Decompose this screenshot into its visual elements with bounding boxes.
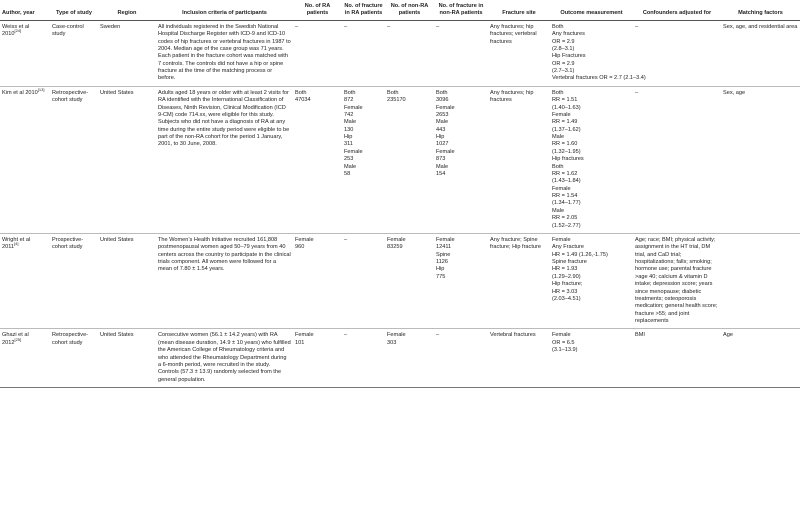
- outcome-line: Female: [552, 185, 571, 192]
- outcome-line: Male: [552, 207, 565, 214]
- non-ra-fracture-cell: [434, 329, 488, 388]
- outcome-line: OR = 2.9: [552, 60, 575, 67]
- author-cell: [0, 20, 50, 86]
- reference-citation[interactable]: [13]: [37, 86, 45, 92]
- ra-fracture-cell: [342, 233, 385, 329]
- study-type-cell: [50, 86, 98, 233]
- non-ra-fracture-value: 154: [436, 170, 446, 177]
- author-cell: [0, 86, 50, 233]
- matching-factors: Age: [723, 332, 733, 339]
- ra-fracture-value: Female: [344, 104, 363, 111]
- non-ra-patients-value: 303: [387, 339, 397, 346]
- outcome-line: (1.29–2.90): [552, 273, 581, 280]
- outcome-line: Hip fractures: [552, 156, 584, 163]
- fracture-site: Vertebral fractures: [490, 332, 536, 339]
- author-name: Kim et al 2010: [2, 89, 38, 96]
- outcome-line: Spine fracture: [552, 259, 587, 265]
- ra-patients-value: Female: [295, 236, 314, 243]
- inclusion-cell: [156, 329, 293, 388]
- ra-fracture-value: 58: [344, 170, 351, 177]
- non-ra-fracture-value: 775: [436, 273, 446, 280]
- matching-cell: [721, 86, 800, 233]
- non-ra-fracture-value: 873: [436, 156, 446, 163]
- fracture-site-cell: [488, 86, 550, 233]
- outcome-line: (1.43–1.84): [552, 178, 581, 185]
- outcome-cell: [550, 20, 646, 86]
- outcome-cell: [550, 233, 633, 329]
- non-ra-patients-cell: [385, 20, 434, 86]
- ra-fracture-value: 130: [344, 126, 354, 133]
- author-cell: [0, 329, 50, 388]
- outcome-cell: [550, 329, 633, 388]
- region-cell: [98, 233, 156, 329]
- fracture-site-cell: [488, 329, 550, 388]
- region-cell: [98, 329, 156, 388]
- outcome-line: RR = 1.54: [552, 193, 578, 199]
- outcome-line: Vertebral fractures OR = 2.7 (2.1–3.4): [552, 75, 646, 82]
- outcome-line: HR = 1.49 (1.26,-1.75): [552, 251, 608, 258]
- outcome-line: Male: [552, 134, 565, 140]
- col-header-type: Type of study: [50, 0, 98, 20]
- inclusion-criteria: The Women’s Health Initiative recruited 161,808 postmenopausal women aged 50–79 years from 40 centers across the country to participate in the clinical trials component. All women were followed for a mean of 7.80 ± 1.54 years.: [158, 236, 291, 273]
- ra-fracture-value: Female: [344, 148, 363, 155]
- ra-fracture-cell: [342, 329, 385, 388]
- outcome-line: RR = 1.49: [552, 119, 578, 126]
- outcome-line: (2.7–3.1): [552, 68, 575, 74]
- non-ra-fracture-value: Hip: [436, 266, 445, 273]
- non-ra-fracture-value: 3096: [436, 97, 449, 104]
- outcome-line: (1.52–2.77): [552, 222, 581, 229]
- study-type: Retrospective-cohort study: [52, 89, 89, 104]
- region: United States: [100, 332, 134, 339]
- non-ra-fracture-value: 1126: [436, 259, 449, 265]
- ra-fracture-value: 742: [344, 111, 354, 118]
- ra-fracture-value: –: [344, 23, 348, 30]
- author-name: Weiss et al 2010: [2, 23, 30, 38]
- non-ra-fracture-value: 443: [436, 126, 446, 133]
- non-ra-fracture-value: 2653: [436, 111, 449, 118]
- table-row: [0, 329, 800, 388]
- confounders-cell: [633, 329, 721, 388]
- outcome-line: RR = 1.51: [552, 97, 578, 104]
- col-header-ra-patients: No. of RA patients: [293, 0, 342, 20]
- outcome-cell: [550, 86, 633, 233]
- matching-cell: [721, 233, 800, 329]
- reference-citation[interactable]: [4]: [14, 241, 19, 247]
- outcome-line: Any Fracture: [552, 244, 585, 251]
- reference-citation[interactable]: [24]: [14, 28, 22, 34]
- matching-factors: Sex, age: [723, 89, 746, 96]
- fracture-site: Any fractures; hip fractures: [490, 89, 534, 104]
- outcome-line: HR = 1.93: [552, 266, 578, 273]
- ra-fracture-value: Male: [344, 163, 357, 170]
- col-header-non-ra-fracture: No. of fracture in non-RA patients: [434, 0, 488, 20]
- non-ra-patients-value: 83259: [387, 244, 403, 251]
- inclusion-cell: [156, 233, 293, 329]
- outcome-line: Hip Fractures: [552, 53, 586, 60]
- non-ra-fracture-value: Both: [436, 89, 448, 96]
- matching-cell: [721, 20, 800, 86]
- col-header-confounders: Confounders adjusted for: [633, 0, 721, 20]
- table-row: [0, 86, 800, 233]
- ra-patients-cell: [293, 86, 342, 233]
- reference-citation[interactable]: [25]: [14, 336, 22, 342]
- study-type: Case-control study: [52, 23, 84, 38]
- outcome-line: (3.1–13.9): [552, 347, 578, 354]
- ra-patients-value: 960: [295, 244, 305, 251]
- study-type-cell: [50, 233, 98, 329]
- region: United States: [100, 89, 134, 96]
- outcome-line: OR = 6.5: [552, 339, 575, 346]
- non-ra-patients-cell: [385, 329, 434, 388]
- ra-fracture-cell: [342, 20, 385, 86]
- confounders: –: [635, 23, 639, 30]
- outcome-line: Both: [552, 163, 564, 170]
- non-ra-fracture-cell: [434, 20, 488, 86]
- fracture-site-cell: [488, 233, 550, 329]
- non-ra-patients-value: Female: [387, 332, 406, 339]
- ra-fracture-value: –: [344, 332, 348, 339]
- confounders: Age; race; BMI; physical activity; assignment in the HT trial, DM trial, and CaD trial; hospitalizations; falls; smoking; hormone use; parental fracture >age 40; calcium & vitamin D intake; depression score; years since menopause; diabetic treatments; osteoporosis medication; general health score; fracture >55; and joint replacements: [635, 236, 718, 324]
- outcome-line: (1.34–1.77): [552, 200, 581, 207]
- outcome-line: Female: [552, 111, 571, 118]
- non-ra-fracture-cell: [434, 86, 488, 233]
- outcome-line: (1.40–1.63): [552, 104, 581, 111]
- inclusion-criteria: Consecutive women (56.1 ± 14.2 years) with RA (mean disease duration, 14.9 ± 10 years) who fulfilled the American College of Rheumatology criteria and who attended the Rheumatology Department during a 6-month period, were recruited in the study. Controls (57.3 ± 13.9) randomly selected from the general population.: [158, 332, 291, 383]
- non-ra-fracture-value: –: [436, 23, 440, 30]
- ra-fracture-value: 253: [344, 156, 354, 163]
- ra-fracture-value: Both: [344, 89, 356, 96]
- outcome-line: OR = 2.9: [552, 38, 575, 45]
- inclusion-cell: [156, 20, 293, 86]
- fracture-site: Any fractures; hip fractures; vertebral fractures: [490, 23, 537, 45]
- outcome-line: RR = 2.05: [552, 215, 578, 222]
- inclusion-cell: [156, 86, 293, 233]
- outcome-line: Female: [552, 332, 571, 339]
- ra-patients-value: Female: [295, 332, 314, 339]
- non-ra-fracture-value: 12411: [436, 244, 452, 251]
- region-cell: [98, 86, 156, 233]
- non-ra-fracture-value: Spine: [436, 251, 451, 258]
- non-ra-fracture-value: Male: [436, 163, 449, 170]
- ra-patients-value: Both: [295, 89, 307, 96]
- confounders: BMI: [635, 332, 645, 339]
- non-ra-fracture-cell: [434, 233, 488, 329]
- study-type-cell: [50, 329, 98, 388]
- ra-fracture-value: 311: [344, 141, 353, 148]
- non-ra-fracture-value: Female: [436, 236, 455, 243]
- col-header-fracture-site: Fracture site: [488, 0, 550, 20]
- table-body: [0, 20, 800, 387]
- ra-fracture-cell: [342, 86, 385, 233]
- region: Sweden: [100, 23, 121, 30]
- confounders-cell: [633, 20, 721, 86]
- col-header-author: Author, year: [0, 0, 50, 20]
- table-row: [0, 20, 800, 86]
- outcome-line: HR = 3.03: [552, 288, 578, 295]
- confounders: –: [635, 89, 639, 96]
- fracture-site: Any fracture; Spine fracture; Hip fracture: [490, 236, 541, 251]
- non-ra-fracture-value: Male: [436, 119, 449, 126]
- fracture-site-cell: [488, 20, 550, 86]
- confounders-cell: [633, 86, 721, 233]
- matching-factors: Sex, age, and residential area: [723, 23, 798, 30]
- table-row: [0, 233, 800, 329]
- inclusion-criteria: Adults aged 18 years or older with at least 2 visits for RA identified with the International Classification of Diseases, Ninth Revision, Clinical Modification (ICD 9-CM) code 714.xx, were eligible for this study. Subjects who did not have a diagnosis of RA at any time during the entire study period were eligible to be part of the non-RA cohort for the period 1 January, 2001, to 30 June, 2008.: [158, 89, 290, 148]
- study-type: Prospective-cohort study: [52, 236, 84, 251]
- author-cell: [0, 233, 50, 329]
- confounders-cell: [633, 233, 721, 329]
- outcome-line: Any fractures: [552, 31, 585, 38]
- inclusion-criteria: All individuals registered in the Swedish National Hospital Discharge Register with ICD-9 and ICD-10 codes of hip fractures or vertebral fractures in 1987 to 2004. Median age of the case group was 71 years. Each patient in the fracture cohort was matched with 7 controls. The controls did not have a hip or spine fracture at the time of the matching process or before.: [158, 23, 291, 82]
- outcome-line: RR = 1.62: [552, 170, 578, 177]
- non-ra-patients-value: Female: [387, 236, 406, 243]
- non-ra-patients-value: Both: [387, 89, 399, 96]
- table-header-row: [0, 0, 800, 20]
- col-header-matching: Matching factors: [721, 0, 800, 20]
- study-type-cell: [50, 20, 98, 86]
- region: United States: [100, 236, 134, 243]
- non-ra-patients-value: 235170: [387, 97, 406, 104]
- author-name: Wright et al 2011: [2, 236, 31, 251]
- ra-fracture-value: –: [344, 236, 348, 243]
- outcome-line: (1.32–1.95): [552, 148, 581, 155]
- col-header-inclusion: Inclusion criteria of participants: [156, 0, 293, 20]
- col-header-ra-fracture: No. of fracture in RA patients: [342, 0, 385, 20]
- ra-patients-value: 47034: [295, 97, 311, 104]
- matching-cell: [721, 329, 800, 388]
- ra-patients-cell: [293, 20, 342, 86]
- non-ra-fracture-value: –: [436, 332, 440, 339]
- col-header-non-ra-patients: No. of non-RA patients: [385, 0, 434, 20]
- ra-fracture-value: 872: [344, 97, 354, 104]
- ra-patients-value: –: [295, 23, 299, 30]
- ra-fracture-value: Hip: [344, 134, 353, 140]
- ra-patients-cell: [293, 233, 342, 329]
- outcome-line: (2.03–4.51): [552, 295, 581, 302]
- non-ra-fracture-value: Female: [436, 104, 455, 111]
- non-ra-patients-cell: [385, 86, 434, 233]
- non-ra-patients-cell: [385, 233, 434, 329]
- outcome-line: (2.8–3.1): [552, 45, 575, 52]
- study-type: Retrospective-cohort study: [52, 332, 89, 346]
- ra-patients-cell: [293, 329, 342, 388]
- non-ra-patients-value: –: [387, 23, 391, 30]
- col-header-outcome: Outcome measurement: [550, 0, 633, 20]
- outcome-line: Female: [552, 236, 571, 243]
- col-header-region: Region: [98, 0, 156, 20]
- non-ra-fracture-value: Hip: [436, 134, 445, 140]
- outcome-line: Both: [552, 23, 564, 30]
- ra-patients-value: 101: [295, 339, 305, 346]
- outcome-line: Hip fracture;: [552, 281, 583, 288]
- non-ra-fracture-value: Female: [436, 148, 455, 155]
- ra-fracture-value: Male: [344, 119, 357, 126]
- outcome-line: RR = 1.60: [552, 141, 578, 148]
- author-name: Ghazi et al 2012: [2, 332, 29, 346]
- outcome-line: (1.37–1.62): [552, 126, 581, 133]
- outcome-line: Both: [552, 89, 564, 96]
- region-cell: [98, 20, 156, 86]
- non-ra-fracture-value: 1027: [436, 141, 449, 148]
